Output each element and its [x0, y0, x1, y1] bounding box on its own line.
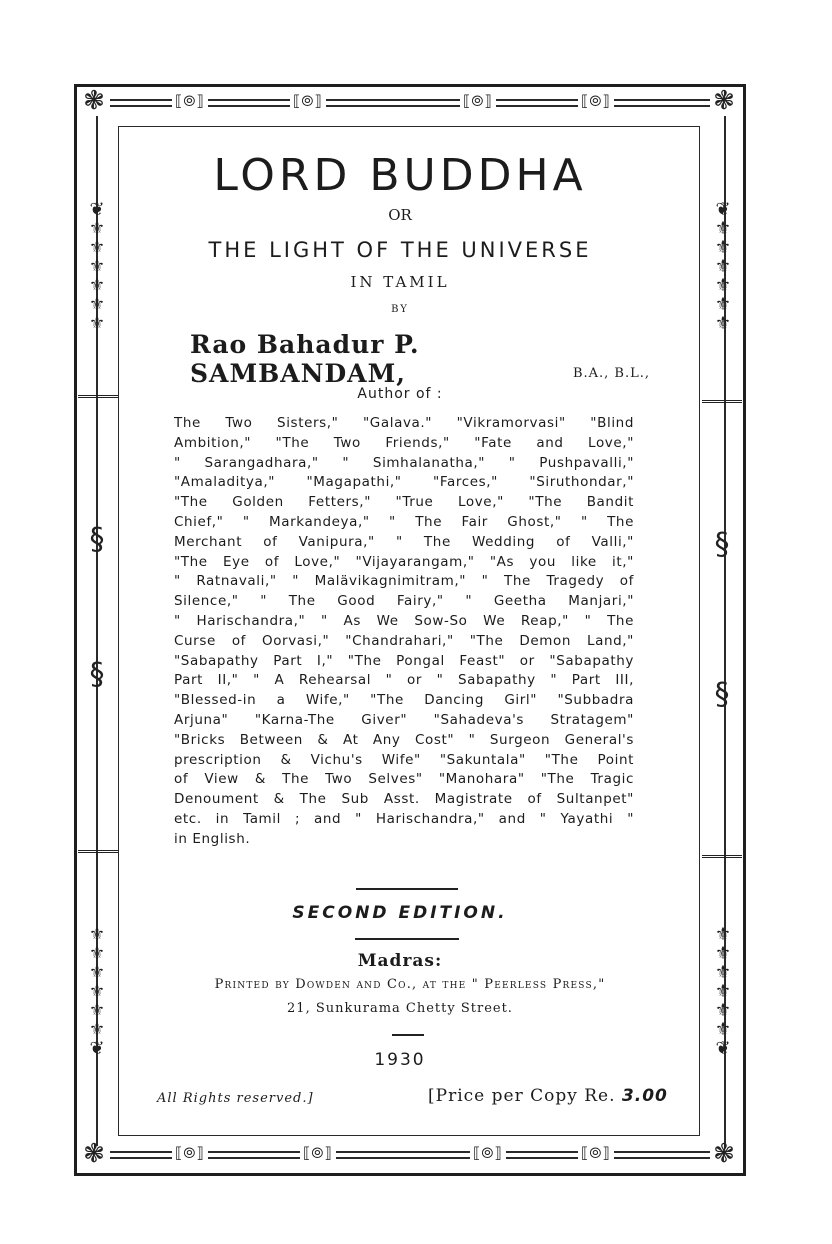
- city-label: Madras:: [357, 951, 443, 971]
- top-knot-icon: ⟦⦾⟧: [290, 94, 326, 109]
- left-divider: [78, 395, 118, 398]
- printer-address: 21, Sunkurama Chetty Street.: [287, 1001, 513, 1016]
- works-line: Ambition," "The Two Friends," "Fate and Love,": [174, 434, 634, 451]
- works-line: Chief," " Markandeya," " The Fair Ghost," " The: [174, 513, 634, 530]
- right-lotus-stack-icon: ⚜ ⚜ ⚜ ⚜ ⚜ ⚜ ❦: [714, 924, 732, 1059]
- works-line: "Blessed-in a Wife," "The Dancing Girl" "Subbadra: [174, 692, 634, 709]
- works-line: Silence," " The Good Fairy," " Geetha Manjari,": [174, 593, 634, 610]
- works-line: Curse of Oorvasi," "Chandrahari," "The Demon Land,": [174, 632, 634, 649]
- left-divider: [78, 850, 118, 853]
- works-line: " Ratnavali," " Malävikagnimitram," " The Tragedy of: [174, 573, 634, 590]
- corner-bottom-right-flower-icon: ❃: [713, 1139, 735, 1169]
- author-of-label: Author of :: [357, 386, 443, 402]
- top-knot-icon: ⟦⦾⟧: [172, 94, 208, 109]
- divider-rule: [392, 1034, 424, 1036]
- or-text: OR: [388, 206, 412, 224]
- bottom-knot-icon: ⟦⦾⟧: [578, 1146, 614, 1161]
- right-scroll-icon: §: [714, 677, 730, 712]
- left-scroll-icon: §: [89, 522, 105, 557]
- works-line: of View & The Two Selves" "Manohara" "The Tragic: [174, 771, 634, 788]
- by-text: BY: [391, 304, 409, 315]
- works-line: Merchant of Vanipura," " The Wedding of Valli,": [174, 533, 634, 550]
- left-lotus-stack-icon: ⚜ ⚜ ⚜ ⚜ ⚜ ⚜ ❦: [88, 924, 106, 1059]
- book-title: LORD BUDDHA: [213, 150, 587, 201]
- works-line: " Sarangadhara," " Simhalanatha," " Pushpavalli,": [174, 454, 634, 471]
- works-line: "The Eye of Love," "Vijayarangam," "As you like it,": [174, 553, 634, 570]
- right-divider: [702, 855, 742, 858]
- language-line: IN TAMIL: [350, 273, 450, 291]
- corner-bottom-left-flower-icon: ❃: [83, 1139, 105, 1169]
- edition-label: SECOND EDITION.: [292, 903, 508, 923]
- works-line: "Bricks Between & At Any Cost" " Surgeon General's: [174, 731, 634, 748]
- left-scroll-icon: §: [89, 657, 105, 692]
- left-lotus-stack-icon: ❦ ⚜ ⚜ ⚜ ⚜ ⚜ ⚜: [88, 199, 106, 334]
- works-line: prescription & Vichu's Wife" "Sakuntala" "The Point: [174, 751, 634, 768]
- top-knot-icon: ⟦⦾⟧: [578, 94, 614, 109]
- price-label: [Price per Copy Re.: [428, 1086, 616, 1106]
- publication-year: 1930: [374, 1050, 426, 1070]
- works-line: Denoument & The Sub Asst. Magistrate of Sultanpet": [174, 791, 634, 808]
- book-subtitle: THE LIGHT OF THE UNIVERSE: [208, 238, 592, 262]
- works-line: The Two Sisters," "Galava." "Vikramorvasi" "Blind: [174, 415, 634, 431]
- bottom-knot-icon: ⟦⦾⟧: [470, 1146, 506, 1161]
- works-line: etc. in Tamil ; and " Harischandra," and " Yayathi ": [174, 810, 634, 827]
- works-list: [174, 414, 634, 850]
- bottom-knot-icon: ⟦⦾⟧: [300, 1146, 336, 1161]
- price-value: 3.00: [621, 1086, 668, 1106]
- right-lotus-stack-icon: ❦ ⚜ ⚜ ⚜ ⚜ ⚜ ⚜: [714, 199, 732, 334]
- works-line: in English.: [174, 830, 251, 847]
- corner-top-left-flower-icon: ❃: [83, 86, 105, 116]
- top-knot-icon: ⟦⦾⟧: [460, 94, 496, 109]
- author-name: Rao Bahadur P. SAMBANDAM,: [190, 330, 420, 388]
- right-divider: [702, 400, 742, 403]
- author-degrees: B.A., B.L.,: [572, 366, 650, 381]
- works-line: " Harischandra," " As We Sow-So We Reap," " The: [174, 612, 634, 629]
- corner-top-right-flower-icon: ❃: [713, 86, 735, 116]
- price-line: [428, 1086, 668, 1106]
- works-line: "The Golden Fetters," "True Love," "The Bandit: [174, 494, 634, 511]
- works-line: "Sabapathy Part I," "The Pongal Feast" or "Sabapathy: [174, 652, 634, 669]
- bottom-knot-icon: ⟦⦾⟧: [172, 1146, 208, 1161]
- printer-line: Printed by Dowden and Co., at the " Peerless Press,": [214, 977, 606, 992]
- divider-rule: [355, 938, 459, 940]
- works-line: Part II," " A Rehearsal " or " Sabapathy " Part III,: [174, 672, 634, 689]
- works-line: "Amaladitya," "Magapathi," "Farces," "Siruthondar,": [174, 474, 634, 491]
- rights-notice: All Rights reserved.]: [157, 1091, 314, 1106]
- right-scroll-icon: §: [714, 527, 730, 562]
- divider-rule: [356, 888, 458, 890]
- works-line: Arjuna" "Karna-The Giver" "Sahadeva's Stratagem": [174, 711, 634, 728]
